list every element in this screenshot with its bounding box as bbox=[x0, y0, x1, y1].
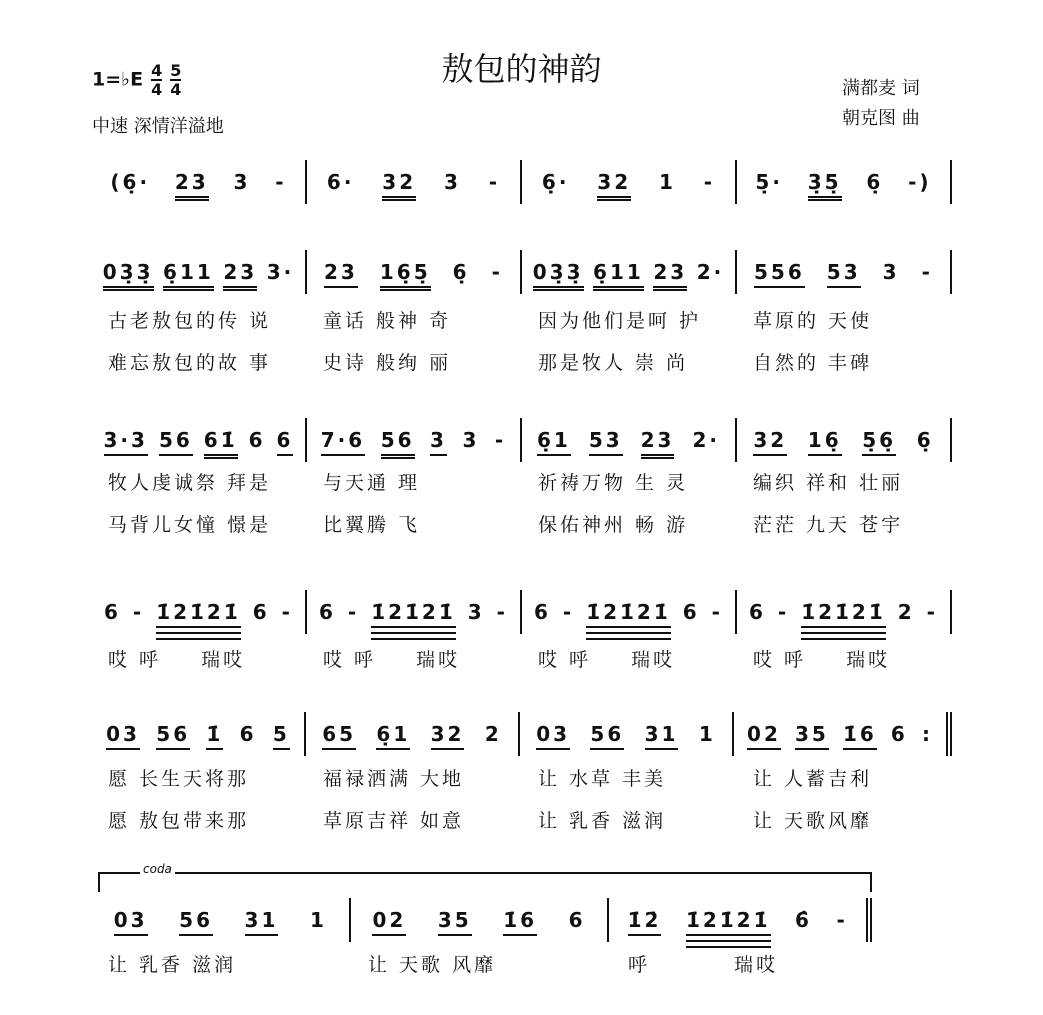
lyric-segment: 因为他们是呵 护 bbox=[538, 310, 702, 332]
note-group: 6 bbox=[103, 600, 121, 624]
lyric-segment: 那是牧人 崇 尚 bbox=[538, 352, 689, 374]
measure bbox=[522, 250, 737, 294]
lyric-line bbox=[92, 510, 952, 537]
note-group: 2· bbox=[696, 260, 725, 284]
lyric-segment: 哎 呼 瑞哎 bbox=[108, 649, 246, 671]
note-group: 6 bbox=[890, 722, 908, 746]
lyric-segment: 难忘敖包的故 事 bbox=[108, 352, 272, 374]
note-group: - bbox=[562, 600, 575, 624]
note-group: 16̣ bbox=[808, 428, 842, 456]
time-num: 4 bbox=[151, 61, 163, 80]
lyric-segment: 让 乳香 滋润 bbox=[538, 810, 667, 832]
lyric-line bbox=[92, 764, 952, 791]
note-group: 6̣· bbox=[541, 170, 570, 194]
measure bbox=[734, 712, 952, 756]
lyric-line bbox=[92, 806, 952, 833]
note-group: 6̣1 bbox=[537, 428, 571, 456]
lyric-line bbox=[92, 645, 952, 672]
note-group: 2 bbox=[897, 600, 915, 624]
lyric-line bbox=[92, 348, 952, 375]
note-group: 6 bbox=[277, 428, 294, 456]
note-group: 6 bbox=[748, 600, 766, 624]
note-group: - bbox=[926, 600, 938, 624]
note-group: 556 bbox=[754, 260, 805, 288]
lyric-segment: 童话 般神 奇 bbox=[323, 310, 452, 332]
note-group: 6̂ bbox=[795, 908, 812, 932]
note-group: 23 bbox=[653, 260, 687, 291]
note-group: 56 bbox=[156, 722, 190, 750]
note-group: 6 bbox=[533, 600, 551, 624]
lyric-segment: 祈祷万物 生 灵 bbox=[538, 472, 689, 494]
note-group: 3·3 bbox=[104, 428, 148, 456]
note-group: 56 bbox=[159, 428, 193, 456]
lyric-segment: 自然的 丰碑 bbox=[753, 352, 873, 374]
note-group: 23 bbox=[641, 428, 675, 459]
measure bbox=[737, 160, 952, 204]
note-group: 23 bbox=[175, 170, 209, 201]
note-group: - bbox=[275, 170, 287, 194]
note-group: 2· bbox=[692, 428, 720, 452]
lyric-segment: 草原吉祥 如意 bbox=[323, 810, 465, 832]
note-group: 6 bbox=[239, 722, 257, 746]
note-group: 6̣ bbox=[916, 428, 934, 452]
measure bbox=[522, 160, 737, 204]
measure bbox=[609, 898, 872, 942]
note-group: - bbox=[491, 260, 503, 284]
note-group: 1̇21̇21̇ bbox=[686, 908, 771, 936]
lyric-line bbox=[92, 950, 872, 977]
coda-label: coda bbox=[140, 862, 175, 876]
measure bbox=[306, 712, 520, 756]
lyric-segment: 呼 瑞哎 bbox=[628, 954, 779, 976]
note-group: 03 bbox=[114, 908, 148, 936]
note-group: 3 bbox=[443, 170, 461, 194]
note-group: 03̣3̣ bbox=[103, 260, 154, 291]
note-group: 03 bbox=[106, 722, 140, 750]
lyricist-credit: 满都麦 词 bbox=[842, 78, 920, 99]
note-group: 1 bbox=[309, 908, 327, 932]
note-group: 6 bbox=[568, 908, 586, 932]
note-group: 5 bbox=[273, 722, 290, 750]
lyric-segment: 让 乳香 滋润 bbox=[108, 954, 237, 976]
lyric-segment: 史诗 般绚 丽 bbox=[323, 352, 452, 374]
note-group: (6̣· bbox=[110, 170, 151, 194]
note-group: 6̣11 bbox=[593, 260, 644, 291]
measure bbox=[92, 898, 351, 942]
note-group: 6̣ bbox=[452, 260, 470, 284]
note-group: 6 bbox=[252, 600, 270, 624]
measure bbox=[92, 418, 307, 462]
note-group: 3̣5̣ bbox=[808, 170, 842, 201]
staff-row bbox=[92, 160, 952, 204]
note-group: - bbox=[494, 428, 507, 452]
lyric-segment: 编织 祥和 壮丽 bbox=[753, 472, 904, 494]
note-group: 1̇6 bbox=[503, 908, 537, 936]
staff-row bbox=[92, 712, 952, 756]
lyric-segment: 保佑神州 畅 游 bbox=[538, 514, 689, 536]
note-group: 5̣6̣ bbox=[862, 428, 896, 456]
note-group: 3· bbox=[266, 260, 295, 284]
measure bbox=[522, 418, 737, 462]
lyric-segment: 哎 呼 瑞哎 bbox=[753, 649, 891, 671]
note-group: 61̇ bbox=[204, 428, 238, 459]
measure bbox=[351, 898, 610, 942]
measure bbox=[522, 590, 737, 634]
note-group: 6 bbox=[248, 428, 266, 452]
note-group: 53 bbox=[589, 428, 623, 456]
note-group: 35 bbox=[795, 722, 829, 750]
note-group: 16̣5̣ bbox=[380, 260, 431, 291]
lyric-segment: 愿 敖包带来那 bbox=[108, 810, 250, 832]
note-group: 31 bbox=[245, 908, 279, 936]
note-group: - bbox=[132, 600, 145, 624]
measure bbox=[307, 250, 522, 294]
measure bbox=[520, 712, 734, 756]
note-group: 35 bbox=[438, 908, 472, 936]
note-group: 6̣1 bbox=[376, 722, 410, 750]
measure bbox=[307, 590, 522, 634]
lyric-segment: 茫茫 九天 苍宇 bbox=[753, 514, 904, 536]
note-group: 02 bbox=[372, 908, 406, 936]
note-group: 6̣ bbox=[866, 170, 884, 194]
measure bbox=[92, 250, 307, 294]
lyric-segment: 让 天歌风靡 bbox=[753, 810, 873, 832]
note-group: 3 bbox=[462, 428, 480, 452]
note-group: 53 bbox=[827, 260, 861, 288]
note-group: 02 bbox=[747, 722, 781, 750]
note-group: 32 bbox=[431, 722, 465, 750]
time-den: 4 bbox=[170, 80, 182, 99]
measure bbox=[92, 712, 306, 756]
note-group: - bbox=[281, 600, 293, 624]
measure bbox=[307, 418, 522, 462]
lyric-segment: 愿 长生天将那 bbox=[108, 768, 250, 790]
lyric-segment: 古老敖包的传 说 bbox=[108, 310, 272, 332]
note-group: 03̣3̣ bbox=[533, 260, 584, 291]
measure bbox=[737, 418, 952, 462]
note-group: 1̇21̇21̇ bbox=[156, 600, 241, 628]
note-group: 32 bbox=[597, 170, 631, 201]
staff-row bbox=[92, 418, 952, 462]
measure bbox=[92, 590, 307, 634]
lyric-segment: 让 天歌 风靡 bbox=[368, 954, 497, 976]
note-group: 6 bbox=[682, 600, 700, 624]
lyric-segment: 让 水草 丰美 bbox=[538, 768, 667, 790]
staff-row bbox=[92, 590, 952, 634]
note-group: 23 bbox=[324, 260, 358, 288]
time-num: 5 bbox=[170, 61, 182, 80]
note-group: 1̇ bbox=[206, 722, 223, 750]
note-group: 1̇21̇21̇ bbox=[801, 600, 886, 628]
lyric-segment: 马背儿女憧 憬是 bbox=[108, 514, 272, 536]
lyric-segment: 牧人虔诚祭 拜是 bbox=[108, 472, 272, 494]
lyric-segment: 比翼腾 飞 bbox=[323, 514, 421, 536]
note-group: 2 bbox=[484, 722, 502, 746]
staff-row bbox=[92, 898, 872, 942]
lyric-segment: 哎 呼 瑞哎 bbox=[323, 649, 461, 671]
measure bbox=[307, 160, 522, 204]
note-group: 32 bbox=[753, 428, 787, 456]
note-group: - bbox=[703, 170, 716, 194]
note-group: - bbox=[347, 600, 360, 624]
note-group: 23 bbox=[223, 260, 257, 291]
note-group: 5̣· bbox=[755, 170, 783, 194]
note-group: 1 bbox=[698, 722, 716, 746]
song-title: 敖包的神韵 bbox=[441, 50, 602, 88]
note-group: 56 bbox=[590, 722, 624, 750]
note-group: 7·6 bbox=[321, 428, 365, 456]
note-group: - bbox=[711, 600, 723, 624]
measure bbox=[92, 160, 307, 204]
lyric-segment: 哎 呼 瑞哎 bbox=[538, 649, 676, 671]
note-group: 65 bbox=[322, 722, 356, 750]
coda-bracket bbox=[98, 872, 872, 892]
note-group: 3 bbox=[882, 260, 900, 284]
lyric-segment: 让 人蓄吉利 bbox=[753, 768, 873, 790]
note-group: 1̇21̇21̇ bbox=[586, 600, 671, 628]
note-group: - bbox=[777, 600, 790, 624]
measure bbox=[737, 250, 952, 294]
note-group: 31 bbox=[645, 722, 679, 750]
note-group: -) bbox=[908, 170, 932, 194]
lyric-line bbox=[92, 306, 952, 333]
note-group: 1 bbox=[658, 170, 676, 194]
note-group: 1̇21̇21̇ bbox=[371, 600, 456, 628]
note-group: 6· bbox=[326, 170, 355, 194]
note-group: 56 bbox=[179, 908, 213, 936]
lyric-segment: 草原的 天使 bbox=[753, 310, 873, 332]
staff-row bbox=[92, 250, 952, 294]
lyric-segment: 福禄洒满 大地 bbox=[323, 768, 465, 790]
note-group: - bbox=[496, 600, 508, 624]
time-den: 4 bbox=[151, 80, 163, 99]
note-group: - bbox=[836, 908, 848, 932]
note-group: 3 bbox=[467, 600, 485, 624]
note-group: 3 bbox=[233, 170, 251, 194]
note-group: : bbox=[921, 722, 933, 746]
note-group: 1̇6 bbox=[843, 722, 877, 750]
composer-credit: 朝克图 曲 bbox=[842, 108, 920, 129]
note-group: 3 bbox=[430, 428, 447, 456]
note-group: 56 bbox=[381, 428, 415, 459]
lyric-line bbox=[92, 468, 952, 495]
note-group: 6 bbox=[318, 600, 336, 624]
note-group: - bbox=[488, 170, 501, 194]
note-group: 6̣11 bbox=[163, 260, 214, 291]
note-group: 03 bbox=[536, 722, 570, 750]
measure bbox=[737, 590, 952, 634]
tempo-marking: 中速 深情洋溢地 bbox=[92, 116, 224, 137]
note-group: - bbox=[921, 260, 933, 284]
key-text: 1=♭E bbox=[92, 68, 144, 91]
note-group: 1̇2̇ bbox=[628, 908, 662, 936]
lyric-segment: 与天通 理 bbox=[323, 472, 421, 494]
note-group: 32 bbox=[382, 170, 416, 201]
